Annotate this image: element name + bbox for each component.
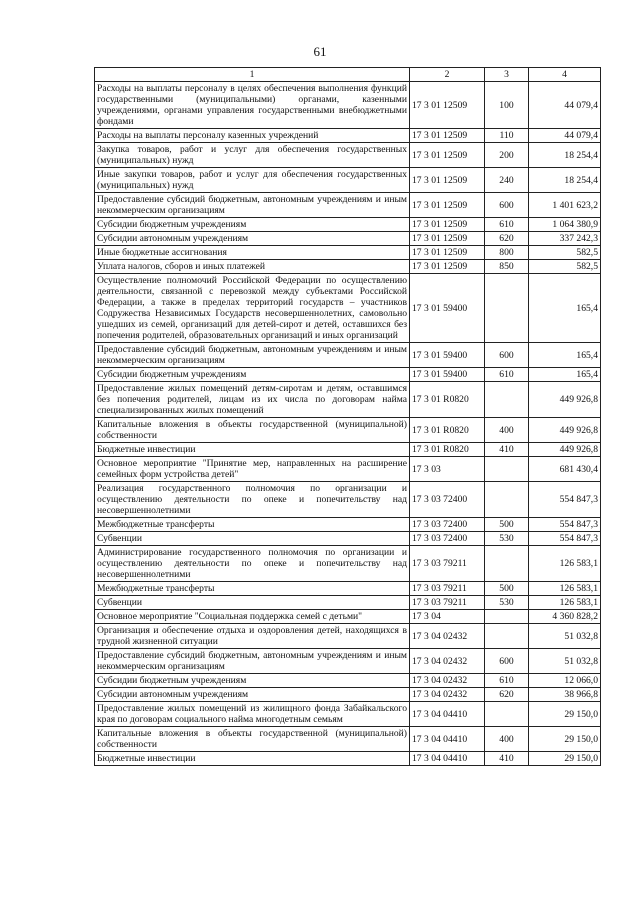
- cell-kind: 610: [485, 218, 529, 232]
- table-row: [95, 674, 601, 688]
- cell-kind: [485, 274, 529, 343]
- cell-amount: 29 150,0: [529, 727, 601, 752]
- table-row: [95, 168, 601, 193]
- table-row: [95, 688, 601, 702]
- cell-name: Капитальные вложения в объекты государственной (муниципальной) собственности: [95, 727, 410, 752]
- cell-code: 17 3 01 R0820: [410, 443, 485, 457]
- cell-amount: 554 847,3: [529, 482, 601, 518]
- cell-amount: 51 032,8: [529, 649, 601, 674]
- cell-name: Субсидии бюджетным учреждениям: [95, 218, 410, 232]
- cell-amount: 44 079,4: [529, 82, 601, 129]
- cell-amount: 1 064 380,9: [529, 218, 601, 232]
- table-row: [95, 193, 601, 218]
- cell-kind: 240: [485, 168, 529, 193]
- cell-amount: 29 150,0: [529, 702, 601, 727]
- cell-code: 17 3 01 59400: [410, 368, 485, 382]
- cell-code: 17 3 01 12509: [410, 218, 485, 232]
- table-row: [95, 752, 601, 766]
- table-row: [95, 274, 601, 343]
- cell-kind: [485, 702, 529, 727]
- cell-amount: 29 150,0: [529, 752, 601, 766]
- cell-amount: 18 254,4: [529, 143, 601, 168]
- table-row: [95, 443, 601, 457]
- cell-kind: 530: [485, 596, 529, 610]
- cell-amount: 449 926,8: [529, 418, 601, 443]
- cell-name: Субсидии автономным учреждениям: [95, 232, 410, 246]
- cell-amount: 44 079,4: [529, 129, 601, 143]
- table-row: [95, 546, 601, 582]
- table-row: [95, 343, 601, 368]
- cell-kind: 110: [485, 129, 529, 143]
- table-row: [95, 610, 601, 624]
- table-row: [95, 702, 601, 727]
- cell-kind: 610: [485, 368, 529, 382]
- table-row: [95, 218, 601, 232]
- cell-kind: 620: [485, 232, 529, 246]
- cell-amount: 18 254,4: [529, 168, 601, 193]
- cell-kind: 410: [485, 443, 529, 457]
- cell-code: 17 3 04 04410: [410, 752, 485, 766]
- cell-name: Предоставление субсидий бюджетным, автономным учреждениям и иным некоммерческим организациям: [95, 649, 410, 674]
- cell-kind: [485, 482, 529, 518]
- cell-name: Предоставление субсидий бюджетным, автономным учреждениям и иным некоммерческим организациям: [95, 193, 410, 218]
- table-header-row: [95, 68, 601, 82]
- cell-code: 17 3 01 12509: [410, 129, 485, 143]
- cell-amount: 449 926,8: [529, 382, 601, 418]
- cell-kind: 850: [485, 260, 529, 274]
- cell-amount: 126 583,1: [529, 582, 601, 596]
- cell-amount: 126 583,1: [529, 546, 601, 582]
- cell-name: Осуществление полномочий Российской Федерации по осуществлению деятельности, связанной с перевозкой между субъектами Российской Федерации, а также в пределах территорий государств – участников Содружества Независимых Государств несовершеннолетних, самовольно ушедших из семей, организаций для детей-сирот и детей, оставшихся без попечения родителей, образовательных организаций и иных организаций: [95, 274, 410, 343]
- cell-name: Предоставление субсидий бюджетным, автономным учреждениям и иным некоммерческим организациям: [95, 343, 410, 368]
- cell-kind: 610: [485, 674, 529, 688]
- cell-name: Иные бюджетные ассигнования: [95, 246, 410, 260]
- cell-code: 17 3 01 12509: [410, 82, 485, 129]
- cell-code: 17 3 03 79211: [410, 596, 485, 610]
- cell-code: 17 3 01 12509: [410, 246, 485, 260]
- cell-name: Предоставление жилых помещений из жилищного фонда Забайкальского края по договорам социального найма многодетным семьям: [95, 702, 410, 727]
- cell-name: Бюджетные инвестиции: [95, 752, 410, 766]
- table-row: [95, 260, 601, 274]
- cell-kind: 410: [485, 752, 529, 766]
- cell-code: 17 3 04 02432: [410, 624, 485, 649]
- cell-code: 17 3 01 59400: [410, 343, 485, 368]
- cell-code: 17 3 01 12509: [410, 168, 485, 193]
- cell-amount: 38 966,8: [529, 688, 601, 702]
- cell-kind: 500: [485, 582, 529, 596]
- cell-name: Расходы на выплаты персоналу казенных учреждений: [95, 129, 410, 143]
- cell-name: Администрирование государственного полномочия по организации и осуществлению деятельности по опеке и попечительству над несовершеннолетними: [95, 546, 410, 582]
- cell-name: Капитальные вложения в объекты государственной (муниципальной) собственности: [95, 418, 410, 443]
- cell-kind: 500: [485, 518, 529, 532]
- cell-name: Основное мероприятие "Социальная поддержка семей с детьми": [95, 610, 410, 624]
- cell-name: Уплата налогов, сборов и иных платежей: [95, 260, 410, 274]
- cell-code: 17 3 03 79211: [410, 582, 485, 596]
- cell-code: 17 3 04 04410: [410, 702, 485, 727]
- cell-amount: 51 032,8: [529, 624, 601, 649]
- cell-kind: [485, 610, 529, 624]
- table-row: [95, 624, 601, 649]
- cell-code: 17 3 03: [410, 457, 485, 482]
- table-row: [95, 649, 601, 674]
- cell-name: Реализация государственного полномочия по организации и осуществлению деятельности по опеке и попечительству над несовершеннолетними: [95, 482, 410, 518]
- cell-code: 17 3 01 R0820: [410, 418, 485, 443]
- cell-code: 17 3 01 R0820: [410, 382, 485, 418]
- table-row: [95, 518, 601, 532]
- cell-name: Основное мероприятие "Принятие мер, направленных на расширение семейных форм устройства детей": [95, 457, 410, 482]
- cell-code: 17 3 03 72400: [410, 532, 485, 546]
- cell-kind: 600: [485, 193, 529, 218]
- cell-name: Закупка товаров, работ и услуг для обеспечения государственных (муниципальных) нужд: [95, 143, 410, 168]
- cell-code: 17 3 04 02432: [410, 649, 485, 674]
- cell-amount: 681 430,4: [529, 457, 601, 482]
- cell-code: 17 3 04 04410: [410, 727, 485, 752]
- cell-kind: 400: [485, 418, 529, 443]
- cell-kind: [485, 382, 529, 418]
- cell-amount: 4 360 828,2: [529, 610, 601, 624]
- table-row: [95, 232, 601, 246]
- cell-amount: 337 242,3: [529, 232, 601, 246]
- cell-code: 17 3 01 59400: [410, 274, 485, 343]
- cell-name: Субсидии автономным учреждениям: [95, 688, 410, 702]
- cell-name: Иные закупки товаров, работ и услуг для обеспечения государственных (муниципальных) нужд: [95, 168, 410, 193]
- cell-amount: 165,4: [529, 274, 601, 343]
- cell-amount: 126 583,1: [529, 596, 601, 610]
- cell-amount: 554 847,3: [529, 518, 601, 532]
- cell-kind: [485, 624, 529, 649]
- cell-amount: 12 066,0: [529, 674, 601, 688]
- cell-code: 17 3 04 02432: [410, 674, 485, 688]
- table-row: [95, 418, 601, 443]
- cell-name: Межбюджетные трансферты: [95, 518, 410, 532]
- cell-amount: 165,4: [529, 368, 601, 382]
- cell-code: 17 3 04: [410, 610, 485, 624]
- budget-table: [94, 67, 601, 766]
- table-row: [95, 129, 601, 143]
- table-row: [95, 596, 601, 610]
- column-header-code: 2: [410, 68, 485, 82]
- cell-amount: 165,4: [529, 343, 601, 368]
- cell-code: 17 3 03 72400: [410, 518, 485, 532]
- cell-kind: 200: [485, 143, 529, 168]
- table-row: [95, 382, 601, 418]
- cell-code: 17 3 03 79211: [410, 546, 485, 582]
- cell-amount: 554 847,3: [529, 532, 601, 546]
- cell-amount: 582,5: [529, 260, 601, 274]
- cell-code: 17 3 01 12509: [410, 232, 485, 246]
- cell-name: Организация и обеспечение отдыха и оздоровления детей, находящихся в трудной жизненной ситуации: [95, 624, 410, 649]
- page-number: 61: [313, 44, 327, 59]
- cell-name: Субсидии бюджетным учреждениям: [95, 368, 410, 382]
- cell-name: Предоставление жилых помещений детям-сиротам и детям, оставшимся без попечения родителей, лицам из их числа по договорам найма специализированных жилых помещений: [95, 382, 410, 418]
- cell-name: Субвенции: [95, 596, 410, 610]
- column-header-amount: 4: [529, 68, 601, 82]
- cell-amount: 1 401 623,2: [529, 193, 601, 218]
- table-row: [95, 727, 601, 752]
- cell-code: 17 3 04 02432: [410, 688, 485, 702]
- cell-code: 17 3 01 12509: [410, 260, 485, 274]
- table-row: [95, 143, 601, 168]
- cell-amount: 449 926,8: [529, 443, 601, 457]
- column-header-name: 1: [95, 68, 410, 82]
- cell-kind: 800: [485, 246, 529, 260]
- cell-amount: 582,5: [529, 246, 601, 260]
- table-row: [95, 482, 601, 518]
- cell-kind: [485, 457, 529, 482]
- table-row: [95, 82, 601, 129]
- cell-kind: 600: [485, 343, 529, 368]
- cell-name: Бюджетные инвестиции: [95, 443, 410, 457]
- cell-kind: 600: [485, 649, 529, 674]
- table-row: [95, 457, 601, 482]
- cell-kind: 530: [485, 532, 529, 546]
- column-header-kind: 3: [485, 68, 529, 82]
- cell-name: Расходы на выплаты персоналу в целях обеспечения выполнения функций государственными (муниципальными) органами, казенными учреждениями, органами управления государственными внебюджетными фондами: [95, 82, 410, 129]
- cell-code: 17 3 01 12509: [410, 193, 485, 218]
- table-row: [95, 532, 601, 546]
- table-body: [95, 82, 601, 766]
- cell-code: 17 3 03 72400: [410, 482, 485, 518]
- cell-kind: [485, 546, 529, 582]
- cell-kind: 400: [485, 727, 529, 752]
- cell-name: Межбюджетные трансферты: [95, 582, 410, 596]
- table-row: [95, 246, 601, 260]
- cell-name: Субсидии бюджетным учреждениям: [95, 674, 410, 688]
- cell-kind: 620: [485, 688, 529, 702]
- table-row: [95, 368, 601, 382]
- table-row: [95, 582, 601, 596]
- cell-kind: 100: [485, 82, 529, 129]
- cell-code: 17 3 01 12509: [410, 143, 485, 168]
- cell-name: Субвенции: [95, 532, 410, 546]
